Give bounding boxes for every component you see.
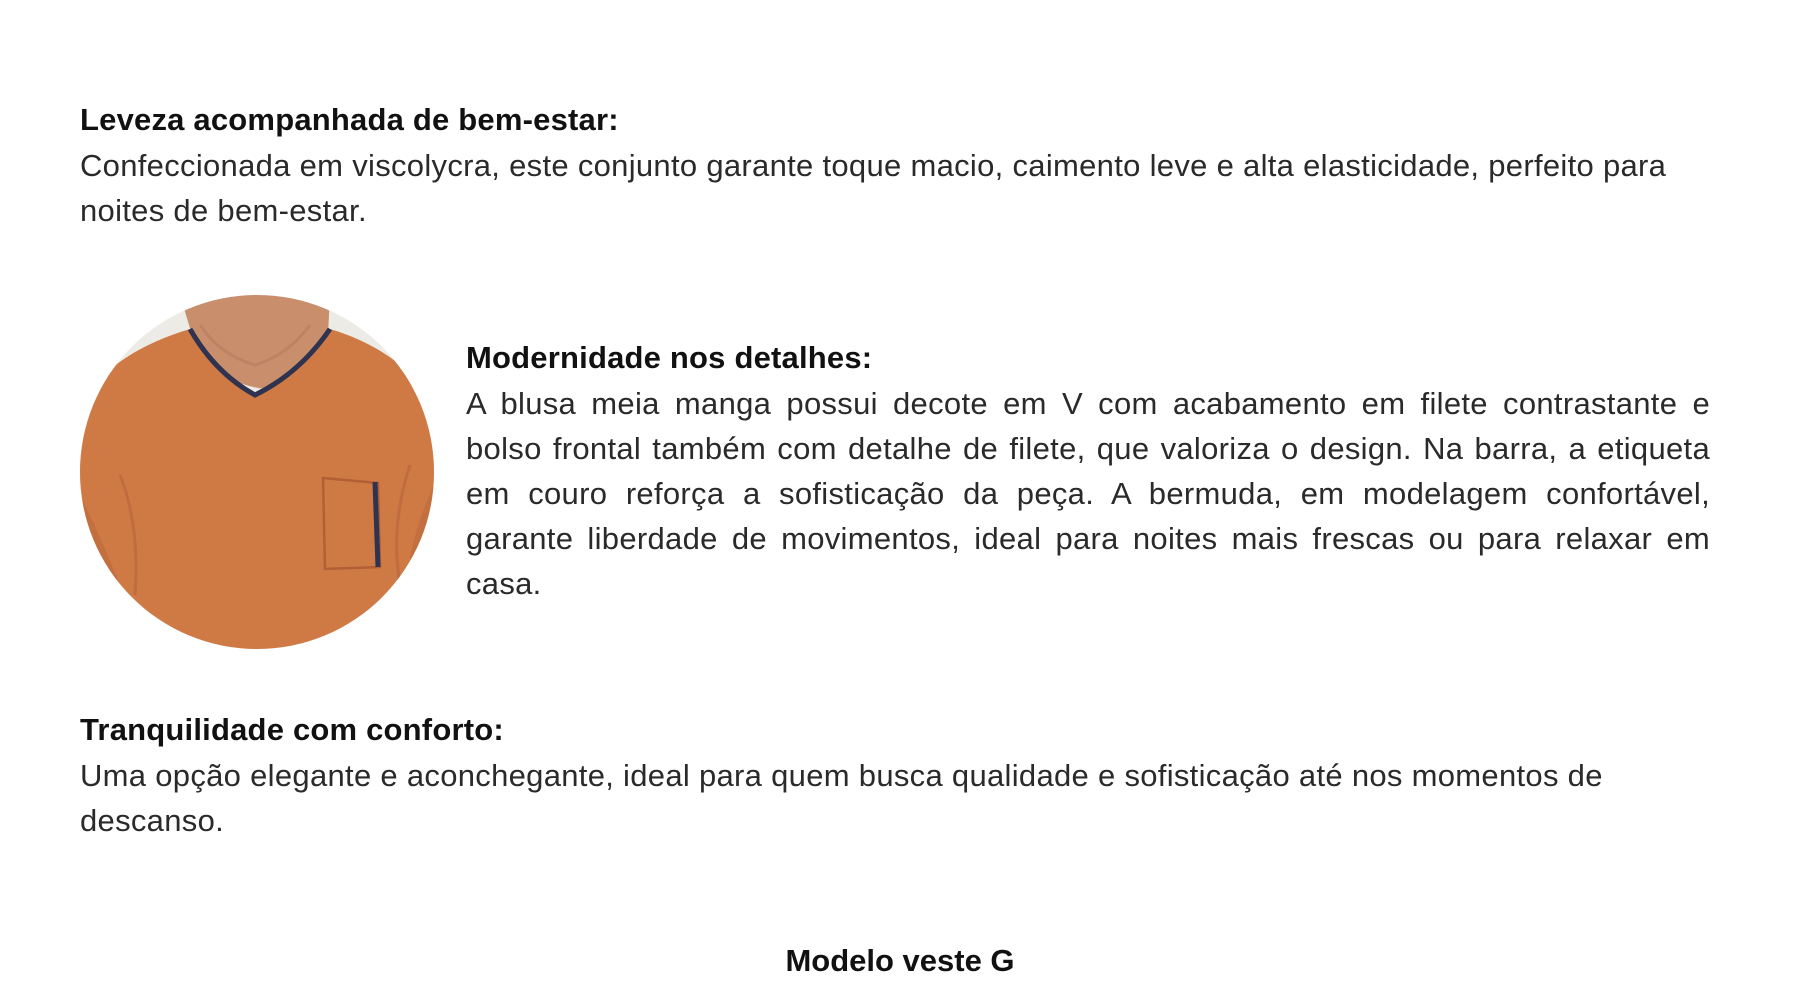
section-comfort: [80, 707, 1740, 843]
section-comfort-title: Tranquilidade com conforto:: [80, 712, 504, 747]
section-details-text: A blusa meia manga possui decote em V com acabamento em filete contrastante e bolso frontal também com detalhe de filete, que valoriza o design. Na barra, a etiqueta em couro reforça a sofisticação da peça. A bermuda, em modelagem confortável, garante liberdade de movimentos, ideal para noites mais frescas ou para relaxar em casa.: [466, 386, 1710, 601]
model-size-note: Modelo veste G: [785, 943, 1015, 978]
section-lightness: [80, 97, 1740, 233]
section-lightness-text: Confeccionada em viscolycra, este conjunto garante toque macio, caimento leve e alta elasticidade, perfeito para noites de bem-estar.: [80, 148, 1667, 228]
section-comfort-text: Uma opção elegante e aconchegante, ideal para quem busca qualidade e sofisticação até nos momentos de descanso.: [80, 758, 1603, 838]
product-photo: [80, 295, 434, 649]
section-lightness-title: Leveza acompanhada de bem-estar:: [80, 102, 619, 137]
section-details-title: Modernidade nos detalhes:: [466, 340, 873, 375]
section-details: [466, 335, 1710, 606]
